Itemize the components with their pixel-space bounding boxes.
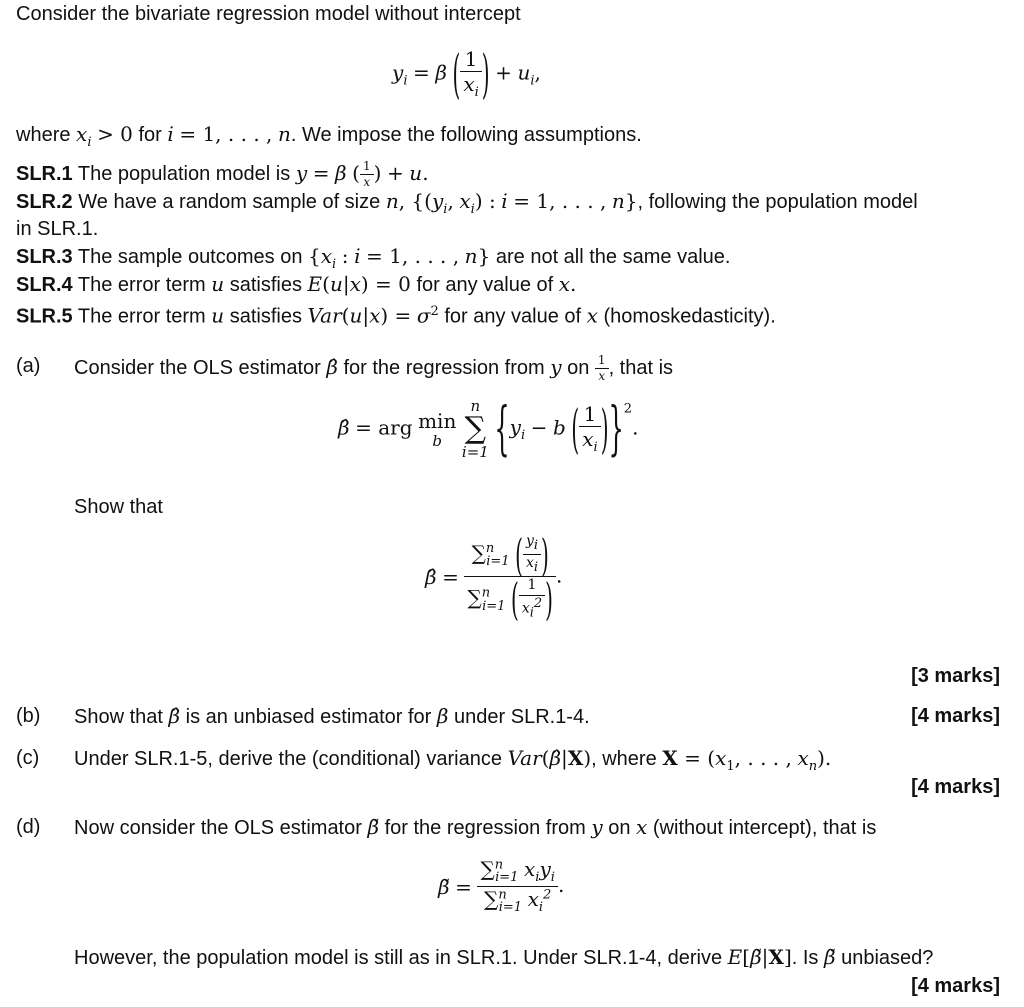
part-d-text: Now consider the OLS estimator β̃ for the regression from y on x (without intercept), that is <box>74 815 877 839</box>
part-b-text: Show that β̂ is an unbiased estimator for β under SLR.1-4. <box>74 704 590 728</box>
where-line: where $x_i > 0$ for i = 1, . . . , n. We impose the following assumptions. <box>16 122 642 150</box>
assumption-slr3: SLR.3 The sample outcomes on {$x_i$ : i = 1, . . . , n} are not all the same value. <box>16 244 731 272</box>
assumption-slr2: SLR.2 We have a random sample of size n, {($y_i$, $x_i$) : i = 1, . . . , n}, following the population model <box>16 189 918 217</box>
argmin-equation: β̂ = arg min b n ∑ i=1 {$y_i - b$ ( $\frac{1}{x_i}$ )}$^2$. <box>338 395 639 463</box>
part-a-marks: [3 marks] <box>911 665 1000 687</box>
part-a-show: Show that <box>74 496 163 518</box>
part-b-marks: [4 marks] <box>911 705 1000 727</box>
model-equation: $y_i = \beta$ ( $\frac{1}{x_i}$ ) + $u_i$, <box>392 42 541 106</box>
part-c-text: Under SLR.1-5, derive the (conditional) variance Var(β̂|X), where $X = (x_1$, . . . , $x_n$). <box>74 746 832 774</box>
part-d-marks: [4 marks] <box>911 975 1000 997</box>
assumption-slr5: SLR.5 The error term u satisfies $Var(u|x) = \sigma^2$ for any value of x (homoskedasticity). <box>16 303 776 328</box>
beta-tilde-equation: β̃ = $\frac{\sum^n_{i=1} x_iy_i}{\sum^n_{i=1} x_i^2}$ . <box>438 857 565 916</box>
intro-line: Consider the bivariate regression model without intercept <box>16 3 521 25</box>
part-c-label: (c) <box>16 747 40 769</box>
part-a-text: Consider the OLS estimator β̂ for the regression from y on $\frac{1}{x}$ , that is <box>74 353 674 384</box>
assumption-slr1: SLR.1 The population model is y = β ( $\frac{1}{x}$ ) + u. <box>16 159 429 190</box>
part-d-text-2: However, the population model is still as in SLR.1. Under SLR.1-4, derive E[β̃|X]. Is β̃ unbiased? <box>74 945 934 969</box>
assumption-slr4: SLR.4 The error term u satisfies E(u|x) = 0 for any value of x. <box>16 272 577 296</box>
part-c-marks: [4 marks] <box>911 776 1000 798</box>
part-b-label: (b) <box>16 705 41 727</box>
beta-hat-equation: β̂ = ∑$^n_{i=1}$ ( $\frac{y_i}{x_i}$ ) ∑$^n_{i=1}$ ( $\frac{1}{x_i^2}$ ) . <box>425 528 563 626</box>
part-d-label: (d) <box>16 816 41 838</box>
part-a-label: (a) <box>16 355 41 377</box>
assumption-slr2-cont: in SLR.1. <box>16 218 99 240</box>
